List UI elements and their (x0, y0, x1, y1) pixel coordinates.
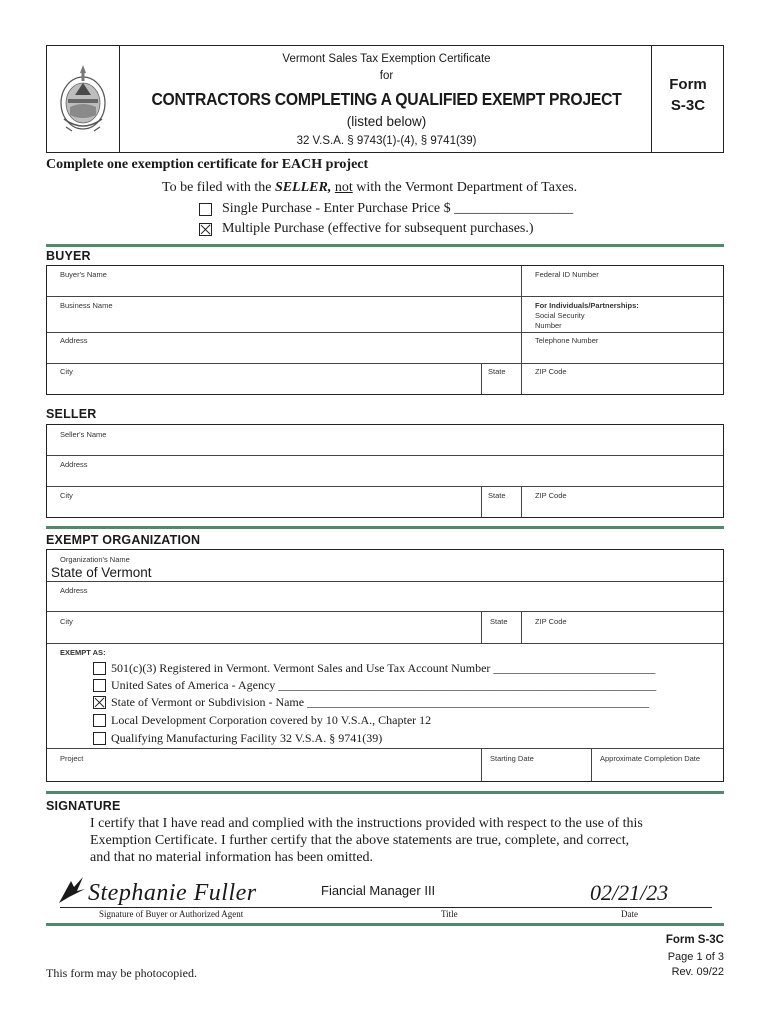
seller-box (46, 424, 724, 518)
certify-line-2: Exemption Certificate. I further certify that the above statements are true, complete, and correct, (90, 833, 630, 848)
certify-line-1: I certify that I have read and complied with the instructions provided with respect to the use of this (90, 816, 643, 831)
title-field[interactable]: Fiancial Manager III (321, 883, 436, 898)
signature-field[interactable]: Stephanie Fuller (88, 880, 257, 906)
project-field[interactable]: Project (60, 754, 84, 763)
form-id-cell (651, 46, 723, 152)
exempt-option (93, 678, 713, 695)
multiple-purchase-checkbox[interactable] (199, 223, 212, 236)
date-field[interactable]: 02/21/23 (590, 880, 669, 905)
certify-line-3: and that no material information has been omitted. (90, 850, 374, 865)
org-state-field[interactable]: State (490, 617, 508, 626)
exempt-org-box (46, 549, 724, 782)
exempt-option (93, 713, 713, 730)
buyer-name-field[interactable]: Buyer's Name (60, 270, 107, 279)
exempt-org-section-title: EXEMPT ORGANIZATION (46, 533, 201, 547)
buyer-phone-field[interactable]: Telephone Number (535, 336, 599, 345)
seller-state-field[interactable]: State (488, 491, 506, 500)
exempt-option-checkbox[interactable] (93, 662, 106, 675)
filing-prefix: To be filed with the (162, 180, 275, 195)
exempt-option-checkbox[interactable] (93, 679, 106, 692)
seller-section-title: SELLER (46, 407, 97, 421)
buyer-section-title: BUYER (46, 249, 91, 263)
seller-name-field[interactable]: Seller's Name (60, 430, 107, 439)
starting-date-field[interactable]: Starting Date (490, 754, 534, 763)
instruction-text: Complete one exemption certificate for EACH project (46, 157, 369, 172)
buyer-business-name-field[interactable]: Business Name (60, 301, 113, 310)
form-id: S-3C (670, 97, 706, 114)
org-address-field[interactable]: Address (60, 586, 88, 595)
footer-rule (46, 923, 724, 926)
org-name-label: Organization's Name (60, 555, 130, 564)
org-zip-field[interactable]: ZIP Code (535, 617, 567, 626)
filing-not: not (334, 180, 353, 195)
buyer-ssn-label-bold: For Individuals/Partnerships: (535, 301, 639, 310)
signature-flourish-icon (55, 875, 89, 907)
signature-line (60, 907, 712, 908)
header-subtitle: (listed below) (346, 114, 427, 129)
seller-zip-field[interactable]: ZIP Code (535, 491, 567, 500)
multiple-purchase-label: Multiple Purchase (effective for subsequent purchases.) (222, 221, 534, 236)
exempt-org-rule (46, 526, 724, 529)
seal-cell (47, 46, 120, 152)
exempt-as-label: EXEMPT AS: (60, 648, 106, 657)
exempt-option-label: State of Vermont or Subdivision - Name _________________________________________________________ (111, 695, 650, 709)
buyer-state-field[interactable]: State (488, 367, 506, 376)
filing-seller: SELLER, (274, 180, 332, 195)
footer-rev: Rev. 09/22 (671, 966, 724, 978)
header-line-1: Vermont Sales Tax Exemption Certificate (282, 53, 491, 65)
exempt-option (93, 661, 713, 678)
buyer-box (46, 265, 724, 395)
form-word: Form (669, 76, 707, 93)
single-purchase-checkbox[interactable] (199, 203, 212, 216)
seller-address-field[interactable]: Address (60, 460, 88, 469)
exempt-option-label: 501(c)(3) Registered in Vermont. Vermont Sales and Use Tax Account Number ___________________________ (111, 661, 656, 675)
buyer-ssn-field[interactable]: Social Security (535, 311, 585, 320)
exempt-option-label: United Sates of America - Agency _______________________________________________________________ (111, 678, 657, 692)
exempt-option (93, 695, 713, 712)
page-title: CONTRACTORS COMPLETING A QUALIFIED EXEMPT PROJECT (151, 89, 622, 109)
buyer-ssn-label-2: Number (535, 321, 562, 330)
buyer-zip-field[interactable]: ZIP Code (535, 367, 567, 376)
filing-note (162, 180, 577, 196)
photocopy-note: This form may be photocopied. (46, 966, 197, 980)
single-purchase-label: Single Purchase - Enter Purchase Price $ _________________ (222, 201, 574, 216)
completion-date-field[interactable]: Approximate Completion Date (600, 754, 701, 763)
buyer-rule (46, 244, 724, 247)
buyer-federal-id-field[interactable]: Federal ID Number (535, 270, 599, 279)
exempt-option-checkbox[interactable] (93, 696, 106, 709)
date-caption: Date (621, 909, 638, 919)
exempt-option-checkbox[interactable] (93, 732, 106, 745)
header-line-2: for (379, 70, 394, 82)
exempt-option (93, 731, 713, 748)
footer-page: Page 1 of 3 (667, 951, 724, 963)
signature-section-title: SIGNATURE (46, 799, 121, 813)
form-header (46, 45, 724, 153)
header-statute: 32 V.S.A. § 9743(1)-(4), § 9741(39) (296, 135, 477, 147)
signature-caption: Signature of Buyer or Authorized Agent (99, 909, 244, 919)
buyer-address-field[interactable]: Address (60, 336, 88, 345)
exempt-option-label: Local Development Corporation covered by 10 V.S.A., Chapter 12 (111, 713, 432, 727)
footer-form-id: Form S-3C (665, 934, 724, 946)
exempt-option-label: Qualifying Manufacturing Facility 32 V.S.A. § 9741(39) (111, 731, 383, 745)
exempt-option-checkbox[interactable] (93, 714, 106, 727)
buyer-city-field[interactable]: City (60, 367, 73, 376)
title-caption: Title (441, 909, 458, 919)
exempt-options-list (93, 661, 713, 747)
filing-suffix: with the Vermont Department of Taxes. (352, 180, 578, 195)
org-city-field[interactable]: City (60, 617, 73, 626)
signature-rule (46, 791, 724, 794)
vermont-seal-icon (58, 59, 108, 139)
seller-city-field[interactable]: City (60, 491, 73, 500)
org-name-field[interactable]: State of Vermont (51, 565, 152, 580)
